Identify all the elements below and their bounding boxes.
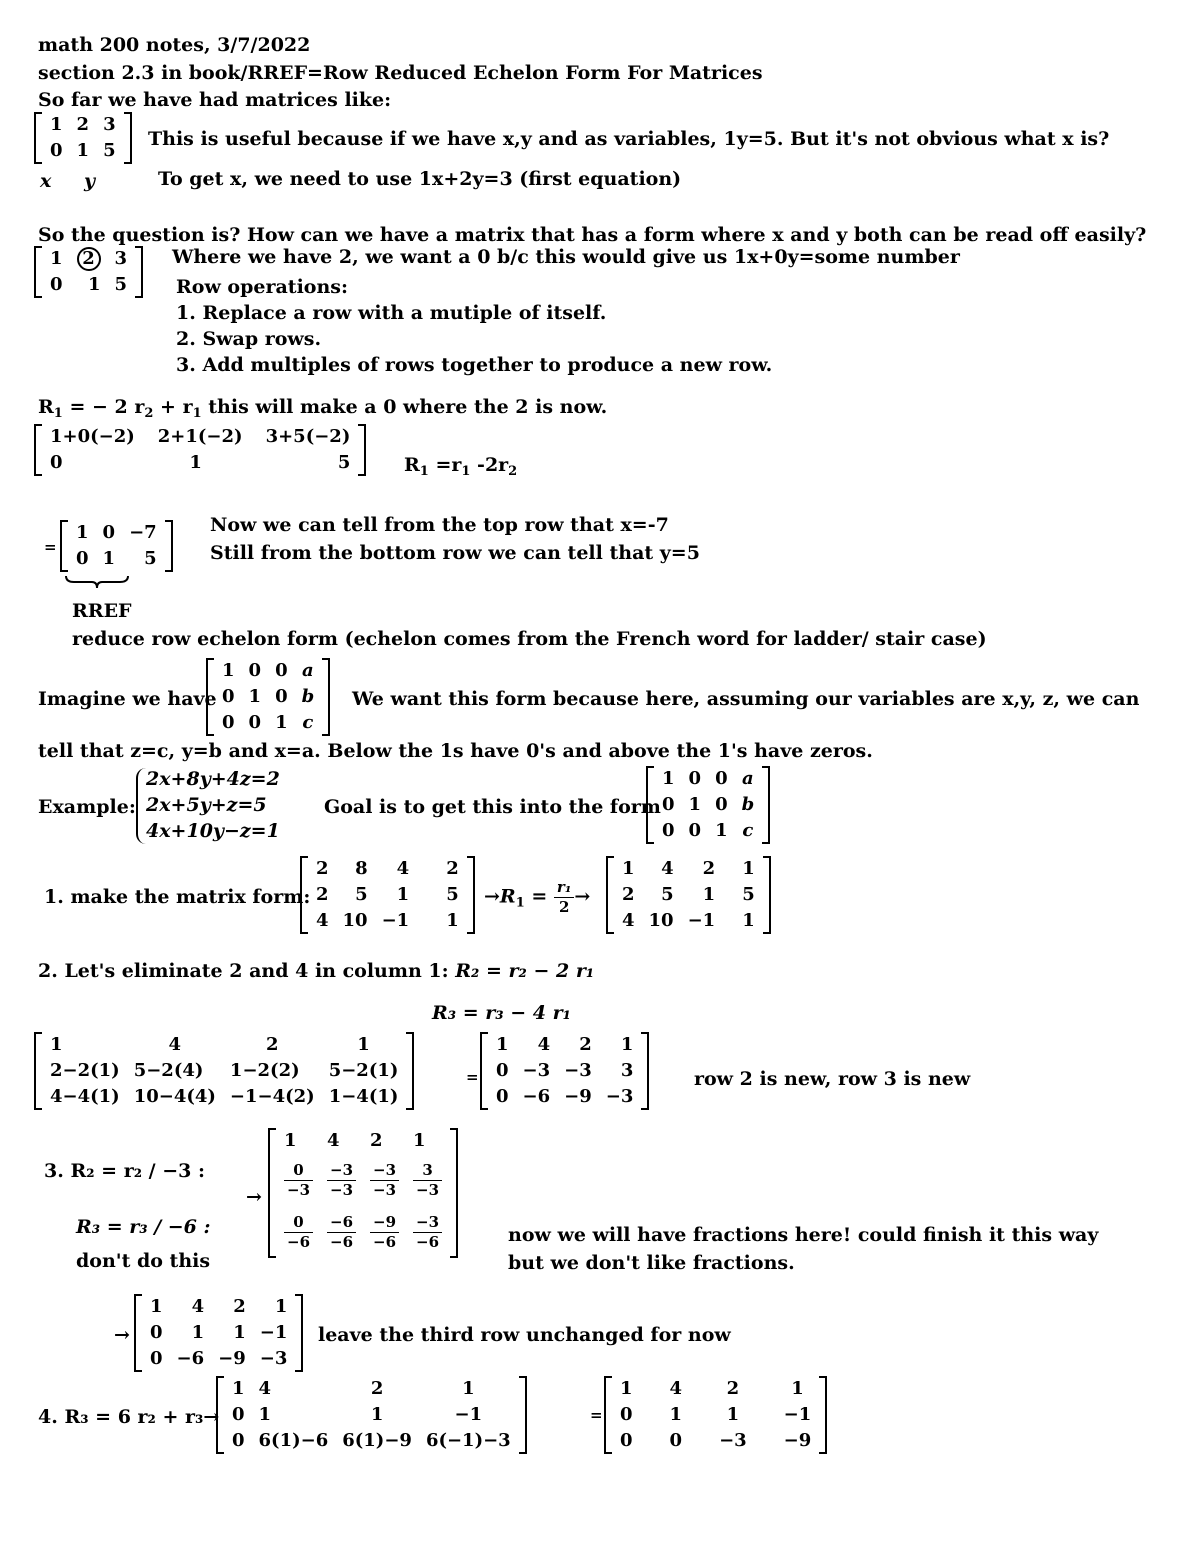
r1-expr-2: + r	[153, 396, 193, 418]
cell: −1	[259, 1322, 288, 1343]
fraction	[327, 1212, 356, 1251]
cell: a	[302, 660, 314, 681]
numerator: −3	[327, 1163, 356, 1181]
cell: 1	[726, 1404, 740, 1425]
step-4-text: 4. R₃ = 6 r₂ + r₃	[38, 1406, 204, 1428]
step-2-eq-2: R₃ = r₃ − 4 r₁	[432, 1002, 571, 1024]
denominator: −3	[373, 1180, 397, 1199]
cell: 1	[88, 274, 101, 295]
numerator: r₁	[554, 880, 574, 898]
title-line: math 200 notes, 3/7/2022	[38, 34, 311, 56]
step-2-text: 2. Let's eliminate 2 and 4 in column 1:	[38, 960, 456, 982]
numerator: 3	[413, 1163, 442, 1181]
paragraph-2: To get x, we need to use 1x+2y=3 (first equation)	[158, 168, 682, 190]
cell: 3+5(−2)	[265, 426, 351, 447]
matrix-12	[134, 1294, 303, 1372]
cell: −9	[218, 1348, 246, 1369]
matrix-3-body	[43, 424, 357, 476]
cell: −6	[176, 1348, 205, 1369]
cell: 5	[103, 140, 116, 161]
cell: 1	[189, 452, 202, 473]
denominator: −6	[330, 1232, 354, 1251]
subscript: 1	[192, 406, 202, 421]
cell: −3	[522, 1060, 551, 1081]
r1-operation-line	[38, 396, 608, 421]
paragraph-11: leave the third row unchanged for now	[318, 1324, 731, 1346]
cell: 0	[248, 712, 262, 733]
matrix-10	[480, 1032, 649, 1110]
cell: 1	[274, 1296, 288, 1317]
paragraph-6: We want this form because here, assuming our variables are x,y, z, we can	[352, 688, 1140, 710]
cell: 6(1)−6	[258, 1430, 329, 1451]
cell: 1+0(−2)	[50, 426, 135, 447]
cell: 1	[284, 1130, 297, 1151]
matrix-6-body	[655, 766, 761, 844]
cell: 1	[50, 114, 63, 135]
cell: 2	[233, 1296, 246, 1317]
r-expr: =r	[428, 454, 462, 476]
cell: 2	[316, 884, 329, 905]
cell: 5	[355, 884, 368, 905]
fraction	[284, 1160, 313, 1199]
cell: a	[742, 768, 754, 789]
cell: 0	[150, 1348, 163, 1369]
cell: 0	[620, 1404, 633, 1425]
cell: 2	[316, 858, 329, 879]
matrix-4	[60, 520, 173, 572]
cell: 1	[620, 1034, 634, 1055]
cell: 2+1(−2)	[157, 426, 243, 447]
r-symbol: R	[404, 454, 420, 476]
cell: −9	[564, 1086, 592, 1107]
cell: 0	[76, 548, 89, 569]
equation: 4x+10y−z=1	[146, 820, 280, 842]
r1-comment: this will make a 0 where the 2 is now.	[201, 396, 608, 418]
cell: 1	[688, 794, 702, 815]
denominator: −3	[330, 1180, 354, 1199]
cell: −3	[564, 1060, 592, 1081]
matrix-5	[206, 658, 330, 736]
cell: 4	[191, 1296, 205, 1317]
matrix-13	[216, 1376, 527, 1454]
cell: 2	[622, 884, 635, 905]
cell: 4	[661, 858, 674, 879]
cell: −1	[687, 910, 716, 931]
cell: 0	[222, 686, 235, 707]
equals-sign: =	[466, 1068, 479, 1086]
cell: 1	[662, 768, 675, 789]
cell: 10	[342, 910, 368, 931]
cell: 1	[446, 910, 459, 931]
cell: 8	[355, 858, 368, 879]
system-brace	[136, 768, 146, 844]
cell	[363, 1154, 406, 1206]
fraction	[554, 880, 574, 915]
cell: −3	[605, 1086, 634, 1107]
subscript: 2	[144, 406, 154, 421]
cell: 1	[791, 1378, 804, 1399]
cell: 0	[715, 794, 728, 815]
paragraph-1: This is useful because if we have x,y and as variables, 1y=5. But it's not obvious what x is?	[148, 128, 1110, 150]
cell: 5	[446, 884, 459, 905]
label-x: x	[40, 170, 52, 192]
subscript: 1	[419, 464, 429, 479]
cell: 1	[275, 712, 288, 733]
cell: 0	[662, 794, 675, 815]
cell: 1	[496, 1034, 509, 1055]
matrix-8	[606, 856, 771, 934]
r1-symbol: R	[38, 396, 54, 418]
cell: 1	[715, 820, 728, 841]
cell: 1	[233, 1322, 246, 1343]
row-op-item: 3. Add multiples of rows together to produce a new row.	[176, 354, 773, 376]
cell: 6(−1)−3	[425, 1430, 511, 1451]
cell: 2	[446, 858, 459, 879]
cell: 1	[150, 1296, 163, 1317]
step-3-label: 3. R₂ = r₂ / −3 :	[44, 1160, 205, 1182]
cell: 1	[50, 248, 63, 269]
cell: −1	[454, 1404, 483, 1425]
cell: 5−2(1)	[328, 1060, 399, 1081]
cell: 1	[413, 1130, 426, 1151]
cell: 1	[76, 140, 90, 161]
cell: 0	[150, 1322, 163, 1343]
equals-sign: =	[44, 538, 57, 556]
matrix-9	[34, 1032, 414, 1110]
fraction	[413, 1212, 442, 1251]
paragraph-10: but we don't like fractions.	[508, 1252, 795, 1274]
intro-line: So far we have had matrices like:	[38, 89, 392, 111]
cell	[320, 1206, 363, 1258]
cell: 1	[462, 1378, 475, 1399]
equals: =	[524, 885, 554, 908]
cell: 2	[76, 114, 90, 135]
section-line: section 2.3 in book/RREF=Row Reduced Echelon Form For Matrices	[38, 62, 763, 84]
matrix-7	[300, 856, 475, 934]
cell: −9	[783, 1430, 812, 1451]
step-2-eq-1: R₂ = r₂ − 2 r₁	[455, 960, 595, 982]
cell: 4	[669, 1378, 683, 1399]
rref-label: RREF	[72, 600, 132, 622]
cell: 5	[661, 884, 674, 905]
denominator: −6	[416, 1232, 440, 1251]
step-1-label: 1. make the matrix form:	[44, 886, 311, 908]
cell: 1	[702, 884, 716, 905]
cell: 1	[620, 1378, 633, 1399]
cell: 0	[688, 768, 702, 789]
matrix-10-body	[489, 1032, 640, 1110]
matrix-11-body	[277, 1128, 449, 1258]
cell: 0	[232, 1404, 245, 1425]
fraction	[413, 1160, 442, 1199]
cell: 4	[622, 910, 635, 931]
paragraph-5: Still from the bottom row we can tell that y=5	[210, 542, 700, 564]
cell: −6	[522, 1086, 551, 1107]
cell: 1	[669, 1404, 683, 1425]
r1-op-label	[404, 454, 518, 479]
subscript: 1	[461, 464, 471, 479]
matrix-3	[34, 424, 366, 476]
fraction	[284, 1212, 313, 1251]
paragraph-8: row 2 is new, row 3 is new	[694, 1068, 971, 1090]
numerator: −3	[370, 1163, 399, 1181]
arrow: →	[484, 885, 500, 908]
paragraph-4: Now we can tell from the top row that x=-7	[210, 514, 669, 536]
cell: 1	[248, 686, 262, 707]
arrow: →	[246, 1186, 262, 1208]
cell: 3	[114, 248, 128, 269]
cell: 1	[76, 522, 89, 543]
fraction	[327, 1160, 356, 1199]
fraction	[370, 1212, 399, 1251]
cell: 0	[275, 686, 288, 707]
cell: −1	[381, 910, 410, 931]
equation: 2x+8y+4z=2	[146, 768, 280, 790]
label-y: y	[84, 170, 96, 192]
cell: 4	[258, 1378, 272, 1399]
cell: b	[301, 686, 315, 707]
cell: 2	[370, 1378, 384, 1399]
matrix-7-body	[309, 856, 466, 934]
goal-label: Goal is to get this into the form	[324, 796, 661, 818]
denominator: −6	[373, 1232, 397, 1251]
cell: 2−2(1)	[50, 1060, 120, 1081]
matrix-1	[34, 112, 132, 164]
cell: 10	[648, 910, 674, 931]
numerator: −9	[370, 1215, 399, 1233]
matrix-2	[34, 246, 143, 298]
cell: 2	[370, 1130, 383, 1151]
cell: 1	[742, 858, 755, 879]
cell: 0	[669, 1430, 683, 1451]
cell: 5	[742, 884, 755, 905]
paragraph-3: Where we have 2, we want a 0 b/c this would give us 1x+0y=some number	[172, 246, 960, 268]
cell: 2	[266, 1034, 279, 1055]
cell: 1	[232, 1378, 245, 1399]
imagine-label: Imagine we have	[38, 688, 217, 710]
cell: 1	[622, 858, 635, 879]
underbrace	[64, 574, 130, 590]
matrix-2-body	[43, 246, 134, 298]
step-2-label	[38, 962, 594, 981]
cell: 0	[102, 522, 116, 543]
cell: 0	[275, 660, 288, 681]
cell: 0	[50, 140, 63, 161]
cell: 4	[537, 1034, 551, 1055]
equation: 2x+5y+z=5	[146, 794, 267, 816]
cell: 5	[337, 452, 351, 473]
r-expr-2: -2r	[470, 454, 509, 476]
cell: 4	[396, 858, 410, 879]
equals-sign: =	[590, 1406, 603, 1424]
question-line: So the question is? How can we have a matrix that has a form where x and y both can be read off easily?	[38, 224, 1147, 246]
numerator: 0	[284, 1163, 313, 1181]
cell: 0	[688, 820, 702, 841]
numerator: −3	[413, 1215, 442, 1233]
row-op-item: 1. Replace a row with a mutiple of itself.	[176, 302, 607, 324]
subscript: 1	[53, 406, 63, 421]
cell: 0	[50, 274, 63, 295]
cell: 2	[702, 858, 716, 879]
matrix-13-body	[225, 1376, 518, 1454]
cell: 6(1)−9	[342, 1430, 412, 1451]
row-op-item: 2. Swap rows.	[176, 328, 322, 350]
cell: 1	[742, 910, 755, 931]
arrow: →	[114, 1324, 130, 1346]
row-ops-title: Row operations:	[176, 276, 348, 298]
cell: 5−2(4)	[133, 1060, 204, 1081]
matrix-1-body	[43, 112, 123, 164]
cell: 0	[496, 1060, 509, 1081]
cell: −1	[783, 1404, 812, 1425]
arrow: →	[574, 885, 591, 908]
cell: −7	[129, 522, 157, 543]
cell: 0	[50, 452, 63, 473]
cell: 1	[370, 1404, 384, 1425]
denominator: −3	[416, 1180, 440, 1199]
fraction	[370, 1160, 399, 1199]
cell: 4	[168, 1034, 182, 1055]
cell: 10−4(4)	[133, 1086, 216, 1107]
cell: −3	[259, 1348, 288, 1369]
matrix-5-body	[215, 658, 321, 736]
cell: 0	[232, 1430, 245, 1451]
cell	[406, 1154, 449, 1206]
numerator: −6	[327, 1215, 356, 1233]
cell: 0	[248, 660, 262, 681]
cell	[277, 1206, 320, 1258]
cell: 1	[102, 548, 116, 569]
cell: 1	[258, 1404, 272, 1425]
numerator: 0	[284, 1215, 313, 1233]
rref-description: reduce row echelon form (echelon comes from the French word for ladder/ stair case)	[72, 628, 987, 650]
cell: 4	[327, 1130, 340, 1151]
matrix-6	[646, 766, 770, 844]
cell: 0	[662, 820, 675, 841]
cell: 4	[316, 910, 329, 931]
matrix-14-body	[613, 1376, 818, 1454]
cell: 1	[357, 1034, 370, 1055]
cell: b	[741, 794, 755, 815]
cell: 1−2(2)	[229, 1060, 300, 1081]
cell: 1	[191, 1322, 205, 1343]
cell	[70, 246, 108, 272]
paragraph-7: tell that z=c, y=b and x=a. Below the 1s have 0's and above the 1's have zeros.	[38, 740, 873, 762]
cell: 5	[144, 548, 157, 569]
cell: c	[742, 820, 754, 841]
cell	[320, 1154, 363, 1206]
cell: 5	[114, 274, 128, 295]
arrow: →	[203, 1406, 220, 1428]
subscript: 2	[508, 464, 518, 479]
example-label: Example:	[38, 796, 136, 818]
cell: 1−4(1)	[328, 1086, 399, 1107]
cell: 0	[620, 1430, 633, 1451]
cell	[406, 1206, 449, 1258]
denominator: −3	[287, 1180, 311, 1199]
matrix-12-body	[143, 1294, 294, 1372]
denominator: 2	[558, 898, 570, 916]
r-symbol: R	[499, 885, 516, 908]
cell: 0	[715, 768, 728, 789]
cell: 3	[103, 114, 116, 135]
cell: 0	[496, 1086, 509, 1107]
step-3-alt: R₃ = r₃ / −6 :	[76, 1216, 211, 1238]
r1-expr: = − 2 r	[62, 396, 145, 418]
cell: 1	[50, 1034, 63, 1055]
circled-entry: 2	[77, 247, 101, 271]
cell: −1−4(2)	[229, 1086, 315, 1107]
dont-do-this: don't do this	[76, 1250, 211, 1272]
step-4-label	[38, 1408, 219, 1427]
cell: 1	[222, 660, 235, 681]
matrix-4-body	[69, 520, 164, 572]
matrix-8-body	[615, 856, 762, 934]
matrix-14	[604, 1376, 827, 1454]
matrix-11	[268, 1128, 458, 1258]
cell: 3	[620, 1060, 634, 1081]
matrix-9-body	[43, 1032, 405, 1110]
cell: 2	[726, 1378, 740, 1399]
step-1-operation	[484, 880, 590, 915]
cell	[277, 1154, 320, 1206]
cell	[363, 1206, 406, 1258]
subscript: 1	[515, 895, 525, 911]
paragraph-9: now we will have fractions here! could finish it this way	[508, 1224, 1099, 1246]
cell: 4−4(1)	[50, 1086, 120, 1107]
cell: −3	[719, 1430, 747, 1451]
denominator: −6	[287, 1232, 311, 1251]
cell: 2	[579, 1034, 592, 1055]
cell: c	[302, 712, 314, 733]
cell: 0	[222, 712, 235, 733]
cell: 1	[396, 884, 410, 905]
